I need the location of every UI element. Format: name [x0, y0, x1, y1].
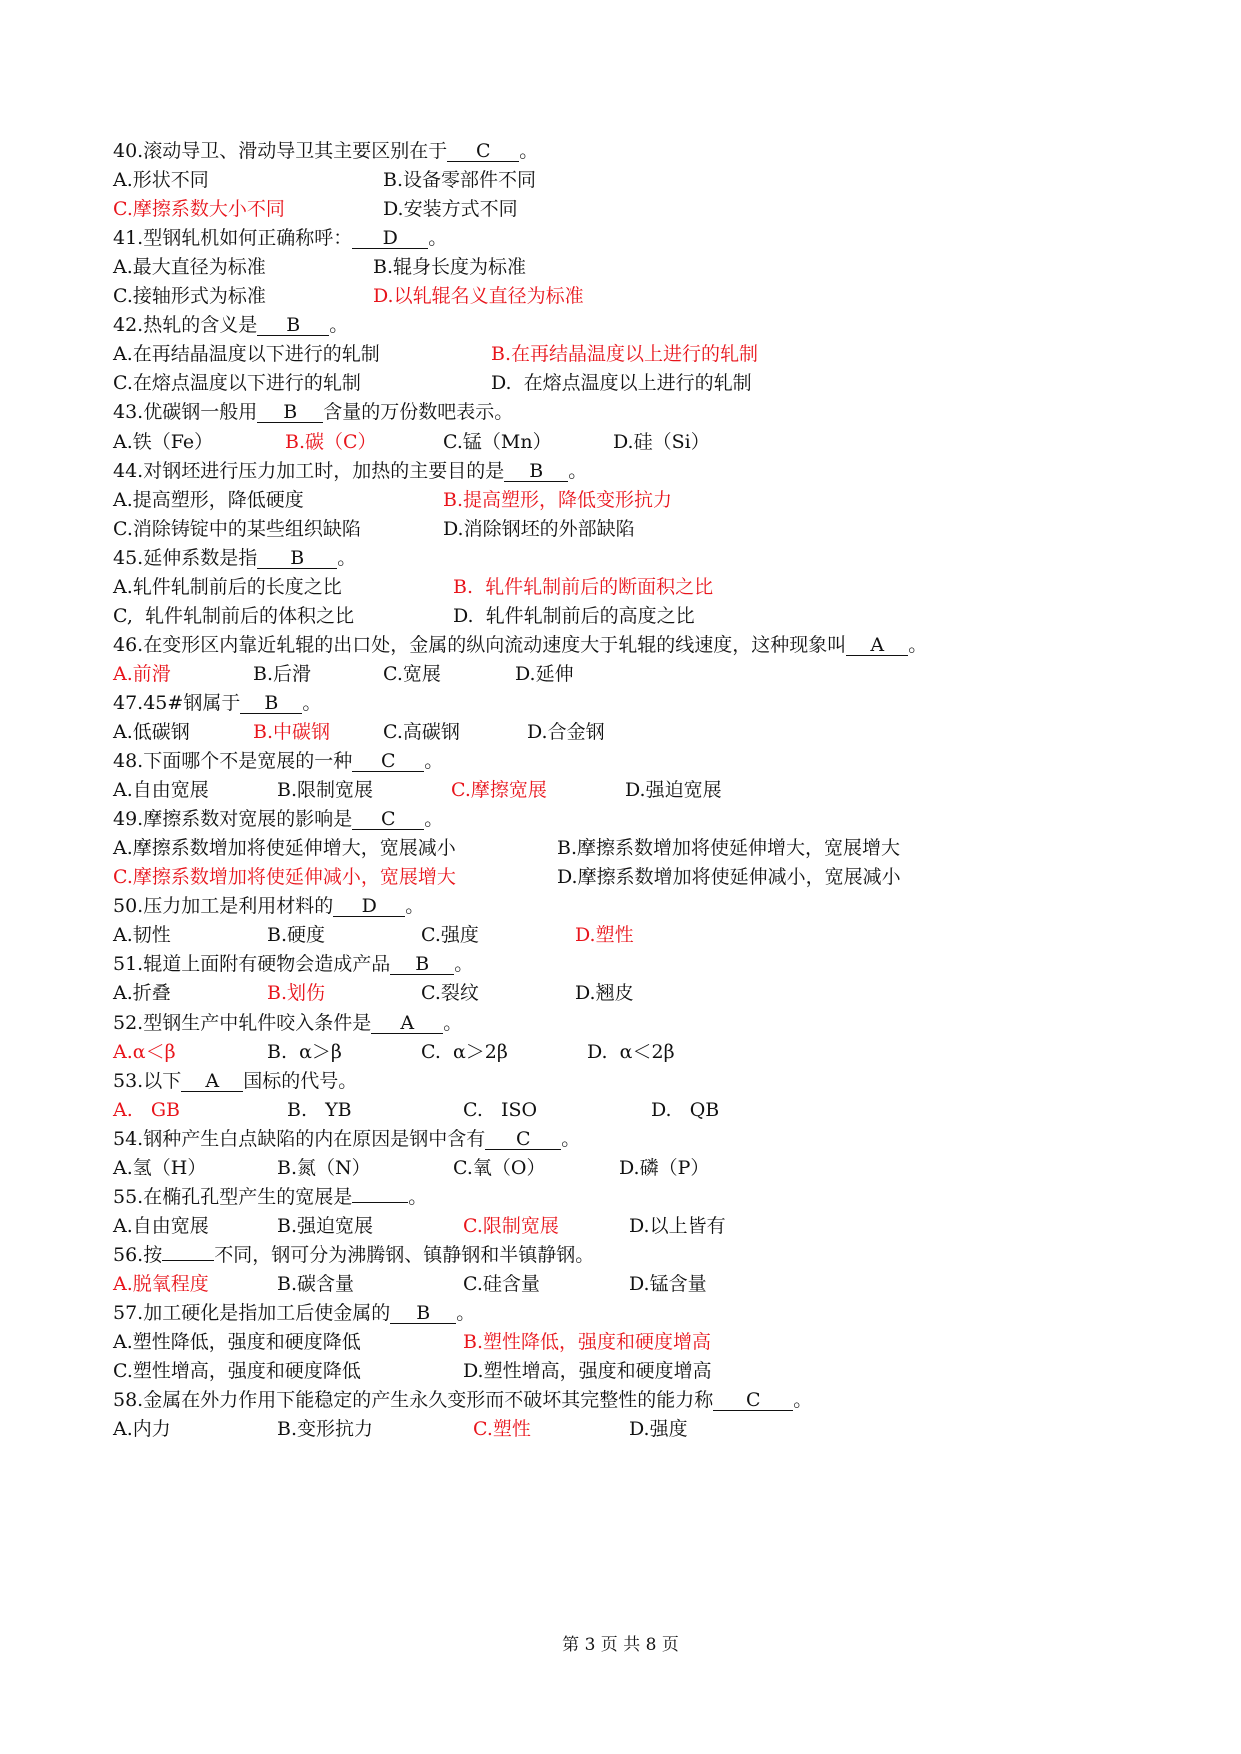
question-stem: [113, 313, 348, 337]
option: D.塑性增高，强度和硬度增高: [463, 1360, 712, 1383]
option: C, 轧件轧制前后的体积之比: [113, 604, 354, 627]
option: D. 在熔点温度以上进行的轧制: [491, 372, 752, 395]
option: C.强度: [421, 924, 479, 947]
question-stem: [113, 1011, 462, 1035]
correct-option: A.脱氧程度: [113, 1272, 209, 1295]
option: B.后滑: [253, 662, 312, 685]
option: B.设备零部件不同: [383, 169, 537, 192]
correct-option: C.限制宽展: [463, 1214, 559, 1237]
options-row: [113, 255, 1123, 279]
option: B.限制宽展: [277, 779, 374, 802]
question-stem: [113, 952, 473, 976]
option: D.锰含量: [629, 1272, 707, 1295]
correct-option: A. GB: [113, 1098, 181, 1121]
option: B.变形抗力: [277, 1418, 374, 1441]
correct-option: C.摩擦系数大小不同: [113, 198, 285, 221]
correct-option: A.α＜β: [113, 1040, 176, 1063]
question-stem: [113, 1301, 475, 1325]
question-text-end: 国标的代号。: [243, 1069, 358, 1092]
question-text-end: 。: [443, 1011, 463, 1034]
question-text: 50.压力加工是利用材料的: [113, 895, 334, 918]
options-row: [113, 517, 1123, 541]
option: D.翘皮: [575, 982, 634, 1005]
question-stem: [113, 139, 538, 163]
question-stem: [113, 691, 321, 715]
options-row: [113, 371, 1123, 395]
question-text: 55.在椭孔孔型产生的宽展是: [113, 1185, 353, 1208]
option: B. α＞β: [267, 1040, 342, 1063]
question-text: 49.摩擦系数对宽展的影响是: [113, 808, 353, 831]
options-row: [113, 342, 1123, 366]
answer-blank: [162, 1260, 214, 1261]
correct-option: D.以轧辊名义直径为标准: [373, 285, 584, 308]
question-text: 52.型钢生产中轧件咬入条件是: [113, 1011, 372, 1034]
question-text: 46.在变形区内靠近轧辊的出口处，金属的纵向流动速度大于轧辊的线速度，这种现象叫: [113, 633, 847, 656]
question-stem: [113, 807, 443, 831]
correct-option: B.划伤: [267, 982, 326, 1005]
options-row: [113, 662, 1123, 686]
option: A.摩擦系数增加将使延伸增大，宽展减小: [113, 837, 456, 860]
options-row: [113, 1040, 1123, 1064]
options-row: [113, 1098, 1123, 1122]
answer-blank: C: [352, 809, 424, 830]
option: A.氢（H）: [113, 1156, 207, 1179]
question-text: 44.对钢坯进行压力加工时，加热的主要目的是: [113, 459, 505, 482]
option: A.韧性: [113, 924, 171, 947]
options-row: [113, 865, 1123, 889]
answer-blank: B: [390, 1303, 456, 1324]
option: D.以上皆有: [629, 1214, 726, 1237]
correct-option: B.提高塑形，降低变形抗力: [443, 488, 673, 511]
options-row: [113, 488, 1123, 512]
options-row: [113, 836, 1123, 860]
option: D.硅（Si）: [613, 430, 710, 453]
option: D.合金钢: [527, 721, 605, 743]
question-stem: [113, 400, 513, 424]
question-stem: [113, 1185, 427, 1209]
question-text-end: 含量的万份数吧表示。: [323, 401, 514, 424]
option: C.裂纹: [421, 982, 479, 1005]
question-stem: [113, 226, 447, 250]
option: C.消除铸锭中的某些组织缺陷: [113, 517, 361, 540]
question-text-end: 不同，钢可分为沸腾钢、镇静钢和半镇静钢。: [214, 1243, 595, 1266]
correct-option: B.中碳钢: [253, 721, 331, 743]
options-row: [113, 923, 1123, 947]
question-text-end: 。: [561, 1127, 581, 1150]
question-text-end: 。: [568, 459, 588, 482]
options-row: [113, 720, 1123, 744]
answer-blank: B: [257, 402, 323, 423]
option: A.自由宽展: [113, 1214, 209, 1237]
options-row: [113, 1359, 1123, 1383]
answer-blank: [352, 1202, 408, 1203]
option: B.强迫宽展: [277, 1214, 374, 1237]
option: A.轧件轧制前后的长度之比: [113, 575, 342, 598]
options-row: [113, 1156, 1123, 1180]
question-text-end: 。: [793, 1389, 813, 1412]
question-text: 53.以下: [113, 1069, 182, 1092]
option: A.内力: [113, 1418, 171, 1441]
option: A.提高塑形，降低硬度: [113, 488, 304, 511]
option: C.塑性增高，强度和硬度降低: [113, 1360, 361, 1383]
option: C.硅含量: [463, 1272, 540, 1295]
question-text: 57.加工硬化是指加工后使金属的: [113, 1302, 391, 1324]
option: C.高碳钢: [383, 721, 460, 743]
correct-option: D.塑性: [575, 924, 634, 947]
answer-blank: B: [504, 461, 568, 482]
option: D. QB: [651, 1098, 720, 1121]
answer-blank: B: [257, 315, 329, 336]
correct-option: A.前滑: [113, 662, 171, 685]
option: A.低碳钢: [113, 721, 190, 743]
answer-blank: D: [352, 228, 428, 249]
correct-option: C.摩擦系数增加将使延伸减小，宽展增大: [113, 866, 456, 889]
question-text-end: 。: [408, 1185, 428, 1208]
question-text-end: 。: [424, 808, 444, 831]
correct-option: C.塑性: [473, 1418, 531, 1441]
question-text: 58.金属在外力作用下能稳定的产生永久变形而不破坏其完整性的能力称: [113, 1389, 714, 1412]
option: C. α＞2β: [421, 1040, 508, 1063]
option: C.在熔点温度以下进行的轧制: [113, 372, 361, 395]
page-footer: 第 3 页 共 8 页: [562, 1635, 679, 1655]
options-row: [113, 284, 1123, 308]
answer-blank: C: [485, 1129, 561, 1150]
option: A.自由宽展: [113, 779, 209, 802]
answer-blank: B: [390, 954, 454, 975]
answer-blank: B: [257, 548, 337, 569]
options-row: [113, 1417, 1123, 1441]
option: D.摩擦系数增加将使延伸减小，宽展减小: [557, 866, 901, 889]
correct-option: B.碳（C）: [285, 430, 377, 453]
option: D.安装方式不同: [383, 198, 518, 221]
question-text-end: 。: [456, 1302, 476, 1324]
option: B.氮（N）: [277, 1156, 371, 1179]
option: B.硬度: [267, 924, 326, 947]
question-text: 47.45#钢属于: [113, 691, 241, 714]
option: D. α＜2β: [587, 1040, 675, 1063]
answer-blank: D: [333, 896, 405, 917]
option: D.磷（P）: [619, 1156, 710, 1179]
question-text: 54.钢种产生白点缺陷的内在原因是钢中含有: [113, 1127, 486, 1150]
option: D.延伸: [515, 662, 574, 685]
question-text-end: 。: [302, 691, 322, 714]
option: A.最大直径为标准: [113, 256, 266, 279]
question-stem: [113, 1388, 812, 1412]
question-text: 45.延伸系数是指: [113, 546, 258, 569]
answer-blank: C: [713, 1390, 793, 1411]
option: C.锰（Mn）: [443, 430, 552, 453]
option: C. ISO: [463, 1098, 538, 1121]
option: B.摩擦系数增加将使延伸增大，宽展增大: [557, 837, 901, 860]
options-row: [113, 778, 1123, 802]
correct-option: C.摩擦宽展: [451, 779, 547, 802]
question-stem: [113, 633, 927, 657]
question-stem: [113, 749, 443, 773]
option: B.碳含量: [277, 1272, 355, 1295]
option: A.形状不同: [113, 169, 209, 192]
options-row: [113, 1330, 1123, 1354]
correct-option: B.塑性降低，强度和硬度增高: [463, 1331, 712, 1354]
option: A.在再结晶温度以下进行的轧制: [113, 343, 380, 366]
question-text-end: 。: [428, 227, 448, 250]
answer-blank: B: [240, 693, 302, 714]
options-row: [113, 1272, 1123, 1296]
answer-blank: C: [352, 751, 424, 772]
question-text: 41.型钢轧机如何正确称呼：: [113, 227, 353, 250]
correct-option: B.在再结晶温度以上进行的轧制: [491, 343, 759, 366]
question-text-end: 。: [405, 895, 425, 918]
option: C.宽展: [383, 662, 441, 685]
options-row: [113, 1214, 1123, 1238]
answer-blank: C: [447, 141, 519, 162]
question-text: 43.优碳钢一般用: [113, 401, 258, 424]
question-stem: [113, 894, 424, 918]
option: C.氧（O）: [453, 1156, 546, 1179]
question-stem: [113, 1243, 594, 1267]
options-row: [113, 430, 1123, 454]
question-text: 56.按: [113, 1243, 163, 1266]
option: D.强迫宽展: [625, 779, 722, 802]
question-stem: [113, 459, 587, 483]
correct-option: B. 轧件轧制前后的断面积之比: [453, 575, 714, 598]
question-text: 48.下面哪个不是宽展的一种: [113, 750, 353, 773]
question-text-end: 。: [454, 953, 474, 976]
question-stem: [113, 1069, 357, 1093]
options-row: [113, 981, 1123, 1005]
answer-blank: A: [181, 1071, 243, 1092]
options-row: [113, 197, 1123, 221]
options-row: [113, 575, 1123, 599]
question-text: 40.滚动导卫、滑动导卫其主要区别在于: [113, 140, 448, 162]
option: C.接轴形式为标准: [113, 285, 266, 308]
question-text-end: 。: [424, 750, 444, 773]
options-row: [113, 168, 1123, 192]
option: A.折叠: [113, 982, 171, 1005]
option: A.塑性降低，强度和硬度降低: [113, 1331, 361, 1354]
question-text-end: 。: [519, 140, 539, 162]
answer-blank: A: [371, 1013, 443, 1034]
question-text-end: 。: [329, 314, 349, 337]
option: D.强度: [629, 1418, 688, 1441]
answer-blank: A: [846, 635, 908, 656]
question-text: 42.热轧的含义是: [113, 314, 258, 337]
option: D.消除钢坯的外部缺陷: [443, 517, 635, 540]
option: B.辊身长度为标准: [373, 256, 527, 279]
option: A.铁（Fe）: [113, 430, 214, 453]
question-stem: [113, 546, 356, 570]
question-text-end: 。: [908, 633, 928, 656]
option: B. YB: [287, 1098, 352, 1121]
question-stem: [113, 1127, 580, 1151]
question-text: 51.辊道上面附有硬物会造成产品: [113, 953, 391, 976]
option: D. 轧件轧制前后的高度之比: [453, 604, 695, 627]
question-text-end: 。: [337, 546, 357, 569]
options-row: [113, 604, 1123, 628]
